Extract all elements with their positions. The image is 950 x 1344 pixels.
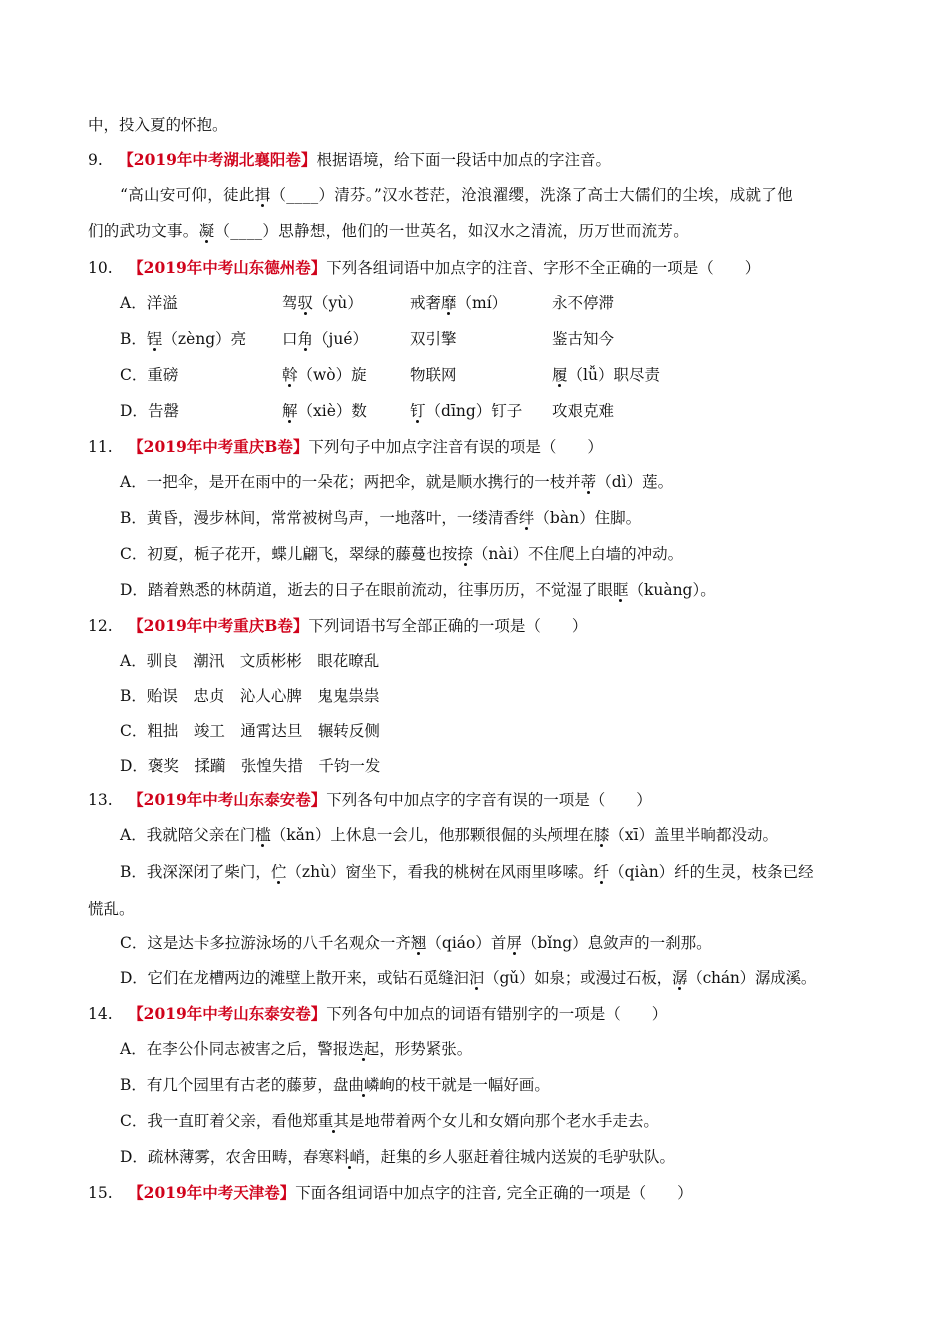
q10-option-d: [0, 400, 950, 422]
question-source: 【2019年中考重庆B卷】: [128, 437, 309, 456]
q11-option-a: A．一把伞，是开在雨中的一朵花；两把伞，就是顺水携行的一枝并蒂（dì）莲。: [120, 473, 674, 491]
q12-option-d: D．褒奖 揉躏 张惶失措 千钧一发: [120, 757, 381, 775]
option-cell: 鉴古知今: [552, 330, 615, 348]
option-cell: D．告罄: [120, 402, 179, 420]
question-number: 14.: [88, 1005, 113, 1023]
q12-option-a: A．驯良 潮汛 文质彬彬 眼花暸乱: [120, 652, 380, 670]
question-stem: 下列各组词语中加点字的注音、字形不全正确的一项是（ ）: [326, 259, 761, 277]
question-stem: 根据语境，给下面一段话中加点的字注音。: [316, 151, 611, 169]
dotted-char: 揖: [254, 186, 271, 204]
option-cell: B．锃（zèng）亮: [120, 330, 247, 348]
question-number: 12.: [88, 617, 113, 635]
intro-line: [88, 114, 228, 136]
option-cell: 履（lǚ）职尽责: [552, 366, 660, 384]
q11-option-c: C．初夏，栀子花开，蝶儿翩飞，翠绿的藤蔓也按捺（nài）不住爬上白墙的冲动。: [120, 545, 684, 563]
q9-passage-line-2: [88, 220, 689, 242]
q13-option-d: D．它们在龙槽两边的滩壁上散开来，或钻石觅缝汩汩（gǔ）如泉；或漫过石板，潺（chán）潺成溪。: [120, 969, 817, 987]
question-source: 【2019年中考湖北襄阳卷】: [118, 150, 317, 169]
option-cell: 口角（jué）: [282, 330, 368, 348]
q10-option-c: [0, 364, 950, 386]
q13-option-b: B．我深深闭了柴门，伫（zhù）窗坐下，看我的桃树在风雨里哆嗦。纤（qiàn）纤的生灵，枝条已经: [120, 863, 814, 881]
passage-text: （____）思静想，他们的一世英名，如汉水之清流，历万世而流芳。: [214, 222, 690, 240]
question-15: [88, 1182, 693, 1204]
question-stem: 下列各句中加点字的字音有误的一项是（ ）: [326, 791, 652, 809]
q12-option-c: C．粗拙 竣工 通霄达旦 辗转反侧: [120, 722, 380, 740]
q14-option-a: A．在李公仆同志被害之后，警报迭起，形势紧张。: [120, 1040, 473, 1058]
option-cell: 物联网: [410, 366, 457, 384]
question-source: 【2019年中考山东德州卷】: [128, 258, 327, 277]
question-14: [88, 1003, 667, 1025]
question-stem: 下列各句中加点的词语有错别字的一项是（ ）: [326, 1005, 668, 1023]
question-11: [88, 436, 603, 458]
option-cell: 永不停滞: [552, 294, 615, 312]
option-cell: A．洋溢: [120, 294, 178, 312]
question-number: 11.: [88, 438, 113, 456]
passage-text: “高山安可仰，徒此: [120, 186, 255, 204]
q13-option-b-continued: 慌乱。: [88, 900, 135, 918]
question-stem: 下列句子中加点字注音有误的项是（ ）: [308, 438, 603, 456]
q11-option-d: D．踏着熟悉的林荫道，逝去的日子在眼前流动，往事历历，不觉湿了眼眶（kuàng）。: [120, 581, 716, 599]
q13-option-c: C．这是达卡多拉游泳场的八千名观众一齐翘（qiáo）首屏（bǐng）息敛声的一刹那。: [120, 934, 712, 952]
q10-option-a: [0, 292, 950, 314]
question-stem: 下面各组词语中加点字的注音, 完全正确的一项是（ ）: [295, 1184, 693, 1202]
option-cell: 双引擎: [410, 330, 457, 348]
question-source: 【2019年中考重庆B卷】: [128, 616, 309, 635]
q12-option-b: B．贻误 忠贞 沁人心脾 鬼鬼祟祟: [120, 687, 380, 705]
q14-option-d: D．疏林薄雾，农舍田畴，春寒料峭，赶集的乡人驱赶着往城内送炭的毛驴驮队。: [120, 1148, 675, 1166]
question-number: 15.: [88, 1184, 113, 1202]
question-source: 【2019年中考山东泰安卷】: [128, 790, 327, 809]
option-cell: 攻艰克难: [552, 402, 615, 420]
question-source: 【2019年中考山东泰安卷】: [128, 1004, 327, 1023]
option-cell: 戒奢靡（mí）: [410, 294, 508, 312]
question-9: [88, 149, 611, 171]
question-number: 10.: [88, 259, 113, 277]
question-10: [88, 257, 760, 279]
intro-text: 中，投入夏的怀抱。: [88, 116, 228, 134]
passage-text: 们的武功文事。: [88, 222, 199, 240]
option-cell: 钉（dīng）钉子: [410, 402, 523, 420]
dotted-char: 凝: [198, 222, 215, 240]
q13-option-a: A．我就陪父亲在门槛（kǎn）上休息一会儿，他那颗很倔的头颅埋在膝（xī）盖里半晌都没动。: [120, 826, 779, 844]
option-cell: C．重磅: [120, 366, 179, 384]
question-number: 13.: [88, 791, 113, 809]
q11-option-b: B．黄昏，漫步林间，常常被树鸟声，一地落叶，一缕清香绊（bàn）住脚。: [120, 509, 642, 527]
q14-option-c: C．我一直盯着父亲，看他郑重其是地带着两个女儿和女婿向那个老水手走去。: [120, 1112, 659, 1130]
question-source: 【2019年中考天津卷】: [128, 1183, 296, 1202]
q9-passage-line-1: [120, 184, 793, 206]
question-13: [88, 789, 652, 811]
question-number: 9.: [88, 151, 103, 169]
option-cell: 解（xiè）数: [282, 402, 367, 420]
q10-option-b: [0, 328, 950, 350]
option-cell: 斡（wò）旋: [282, 366, 367, 384]
passage-text: （____）清芬。”汉水苍茫，沧浪濯缨，洗涤了高士大儒们的尘埃，成就了他: [270, 186, 793, 204]
q14-option-b: B．有几个园里有古老的藤萝，盘曲嶙峋的枝干就是一幅好画。: [120, 1076, 550, 1094]
question-stem: 下列词语书写全部正确的一项是（ ）: [308, 617, 588, 635]
option-cell: 驾驭（yù）: [282, 294, 363, 312]
question-12: [88, 615, 587, 637]
